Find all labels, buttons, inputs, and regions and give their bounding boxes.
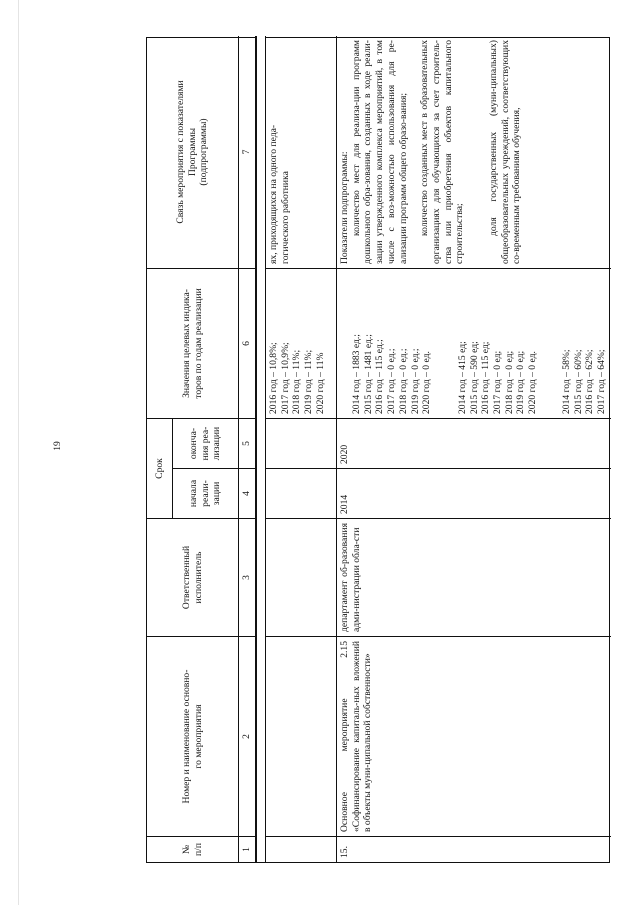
- cont-num-cell: [266, 836, 337, 862]
- row15-values-1: 2014 год – 1883 ед.; 2015 год – 1481 ед.; 2016 год – 115 ед.; 2017 год – 0 ед.; 2018 год – 0 ед.; 2019 год – 0 ед.; 2020 год – 0 ед.: [351, 334, 433, 414]
- row15-link: [337, 36, 611, 268]
- row15-values-2: 2014 год – 415 ед; 2015 год – 590 ед; 2016 год – 115 ед; 2017 год – 0 ед; 2018 год – 0 ед; 2019 год – 0 ед; 2020 год – 0 ед.: [456, 341, 539, 414]
- cont-responsible-cell: [266, 518, 337, 636]
- col-number-7: 7: [239, 36, 256, 268]
- header-term: Срок: [147, 418, 173, 518]
- header-term-end: оконча- ния реа- лизации: [173, 418, 239, 468]
- col-number-4: 4: [239, 468, 256, 518]
- col-number-6: 6: [239, 268, 256, 418]
- header-term-start: начала реали- зации: [173, 468, 239, 518]
- col-number-5: 5: [239, 418, 256, 468]
- row15-link-1: количество мест для реализа-ции программ дошкольного обра-зования, созданных в ходе реали-зации утвержденного комплекса мероприятий, в том числе с воз-можностью использования для ре-ализации программ общего образо-вания;: [350, 40, 409, 264]
- row15-name: Основное мероприятие 2.15 «Софинансирование капиталь-ных вложений в объекты муни-ципальной собственности»: [337, 636, 611, 836]
- row15-link-title: Показатели подпрограммы:: [339, 151, 350, 264]
- col-number-2: 2: [239, 636, 256, 836]
- row15-start: 2014: [337, 468, 611, 518]
- row15-values: [337, 268, 611, 418]
- header-name: Номер и наименование основно- го мероприятия: [147, 636, 239, 836]
- row15-link-3: доля государственных (муни-ципальных) общеобразовательных учреждений, соответствующих со-временным требованиям обучения,: [488, 40, 523, 264]
- header-num: № п/п: [147, 836, 239, 862]
- cont-end-cell: [266, 418, 337, 468]
- row15-end: 2020: [337, 418, 611, 468]
- header-link: Связь мероприятия с показателями Программы (подпрограммы): [147, 36, 239, 268]
- cont-link: ях, приходящихся на одного педа- гогического работника: [266, 36, 337, 268]
- page-number: 19: [53, 441, 63, 451]
- col-number-1: 1: [239, 836, 256, 862]
- header-responsible: Ответственный исполнитель: [147, 518, 239, 636]
- header-indicators: Значения целевых индика- торов по годам реализации: [147, 268, 239, 418]
- row15-responsible: департамент об-разования адми-нистрации обла-сти: [337, 518, 611, 636]
- row15-values-3: 2014 год – 58%; 2015 год – 60%; 2016 год – 62%; 2017 год – 64%;: [560, 349, 607, 414]
- cont-values: 2016 год – 10,8%; 2017 год – 10,9%; 2018 год – 11%; 2019 год – 11%; 2020 год – 11%: [266, 268, 337, 418]
- program-table: [146, 37, 610, 863]
- col-number-3: 3: [239, 518, 256, 636]
- table-break: [256, 36, 266, 862]
- row15-link-2: количество созданных мест в образовательных организациях для обучающихся за счет строитель-ства или приобретения объектов капитального строительства;: [419, 40, 466, 264]
- cont-name-cell: [266, 636, 337, 836]
- cont-start-cell: [266, 468, 337, 518]
- row15-num: 15.: [337, 836, 611, 862]
